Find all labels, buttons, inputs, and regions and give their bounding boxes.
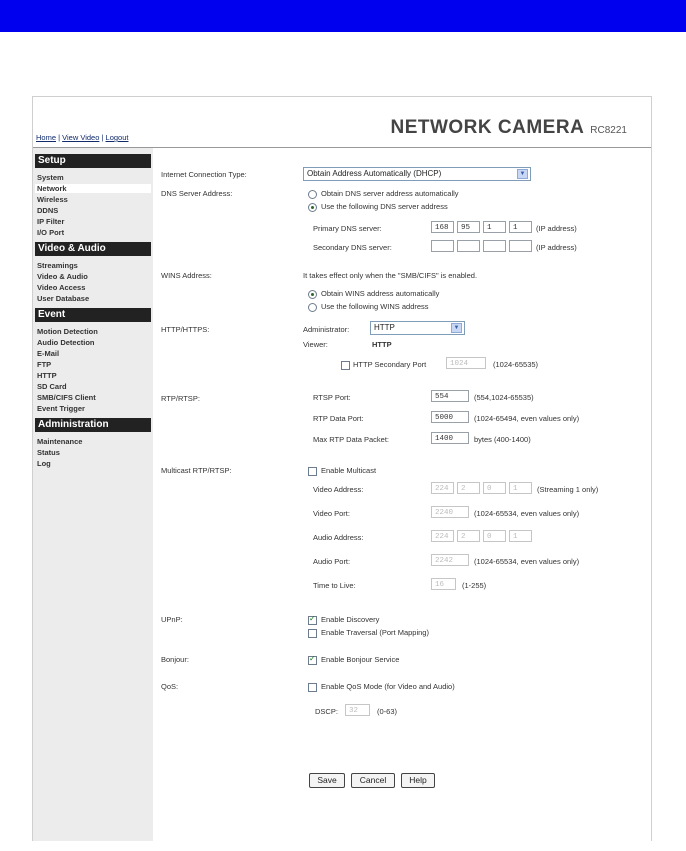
multicast-enable-checkbox[interactable] bbox=[308, 467, 317, 476]
sidebar-item-video-audio[interactable]: Video & Audio bbox=[37, 272, 88, 281]
http-secondary-label: HTTP Secondary Port bbox=[353, 360, 427, 369]
sidebar-item-ip-filter[interactable]: IP Filter bbox=[37, 217, 65, 226]
top-blue-bar bbox=[0, 0, 686, 32]
sidebar-item-ftp[interactable]: FTP bbox=[37, 360, 52, 369]
primary-dns-hint: (IP address) bbox=[536, 224, 577, 233]
sidebar-item-streamings[interactable]: Streamings bbox=[37, 261, 78, 270]
video-address-label: Video Address: bbox=[313, 485, 364, 494]
sidebar-item-sd-card[interactable]: SD Card bbox=[37, 382, 67, 391]
nav-separator: | bbox=[56, 133, 63, 142]
chevron-down-icon: ▼ bbox=[517, 169, 528, 179]
sidebar-item-motion-detection[interactable]: Motion Detection bbox=[37, 327, 98, 336]
rtp-data-port-hint: (1024-65494, even values only) bbox=[474, 414, 580, 423]
http-viewer-label: Viewer: bbox=[303, 340, 328, 349]
http-label: HTTP/HTTPS: bbox=[161, 325, 210, 334]
video-address-hint: (Streaming 1 only) bbox=[537, 485, 599, 494]
dns-manual-label: Use the following DNS server address bbox=[321, 202, 448, 211]
wins-manual-label: Use the following WINS address bbox=[321, 302, 429, 311]
http-secondary-port-input[interactable]: 1024 bbox=[446, 357, 486, 369]
video-address-octet-3[interactable]: 0 bbox=[483, 482, 506, 494]
secondary-dns-label: Secondary DNS server: bbox=[313, 243, 392, 252]
video-address-octet-4[interactable]: 1 bbox=[509, 482, 532, 494]
video-address-octet-2[interactable]: 2 bbox=[457, 482, 480, 494]
audio-address-octet-3[interactable]: 0 bbox=[483, 530, 506, 542]
sidebar-item-wireless[interactable]: Wireless bbox=[37, 195, 68, 204]
dscp-label: DSCP: bbox=[315, 707, 338, 716]
sidebar-item-system[interactable]: System bbox=[37, 173, 64, 182]
rtp-label: RTP/RTSP: bbox=[161, 394, 200, 403]
bonjour-checkbox[interactable] bbox=[308, 656, 317, 665]
rtp-data-port-label: RTP Data Port: bbox=[313, 414, 364, 423]
audio-address-octet-2[interactable]: 2 bbox=[457, 530, 480, 542]
logout-link[interactable]: Logout bbox=[105, 133, 129, 142]
primary-dns-octet-3[interactable]: 1 bbox=[483, 221, 506, 233]
upnp-label: UPnP: bbox=[161, 615, 183, 624]
http-admin-select[interactable] bbox=[370, 321, 465, 335]
sidebar-item-status[interactable]: Status bbox=[37, 448, 60, 457]
settings-panel bbox=[32, 96, 652, 841]
save-button[interactable]: Save bbox=[309, 773, 345, 788]
sidebar-item-email[interactable]: E-Mail bbox=[37, 349, 60, 358]
http-admin-label: Administrator: bbox=[303, 325, 350, 334]
upnp-traversal-checkbox[interactable] bbox=[308, 629, 317, 638]
cancel-button[interactable]: Cancel bbox=[351, 773, 395, 788]
dns-auto-label: Obtain DNS server address automatically bbox=[321, 189, 459, 198]
sidebar-item-maintenance[interactable]: Maintenance bbox=[37, 437, 83, 446]
upnp-discovery-label: Enable Discovery bbox=[321, 615, 380, 624]
audio-port-hint: (1024-65534, even values only) bbox=[474, 557, 580, 566]
sidebar-item-ddns[interactable]: DDNS bbox=[37, 206, 59, 215]
sidebar-item-event-trigger[interactable]: Event Trigger bbox=[37, 404, 85, 413]
sidebar-item-network[interactable]: Network bbox=[35, 184, 151, 193]
wins-auto-radio[interactable] bbox=[308, 290, 317, 299]
secondary-dns-hint: (IP address) bbox=[536, 243, 577, 252]
qos-enable-checkbox[interactable] bbox=[308, 683, 317, 692]
top-nav bbox=[36, 133, 128, 142]
dns-label: DNS Server Address: bbox=[161, 189, 233, 198]
primary-dns-octet-1[interactable]: 168 bbox=[431, 221, 454, 233]
secondary-dns-octet-4[interactable] bbox=[509, 240, 532, 252]
bonjour-label: Bonjour: bbox=[161, 655, 189, 664]
sidebar-section-setup: Setup bbox=[35, 154, 151, 168]
ttl-hint: (1-255) bbox=[462, 581, 487, 590]
product-title bbox=[390, 117, 627, 139]
upnp-traversal-label: Enable Traversal (Port Mapping) bbox=[321, 628, 429, 637]
http-admin-value: HTTP bbox=[374, 323, 395, 332]
audio-address-octet-1[interactable]: 224 bbox=[431, 530, 454, 542]
wins-label: WINS Address: bbox=[161, 271, 212, 280]
multicast-enable-label: Enable Multicast bbox=[321, 466, 377, 475]
model-number: RC8221 bbox=[590, 125, 627, 136]
sidebar-item-video-access[interactable]: Video Access bbox=[37, 283, 86, 292]
rtsp-port-input[interactable]: 554 bbox=[431, 390, 469, 402]
dscp-hint: (0-63) bbox=[377, 707, 398, 716]
secondary-dns-octet-2[interactable] bbox=[457, 240, 480, 252]
ttl-label: Time to Live: bbox=[313, 581, 356, 590]
primary-dns-octet-4[interactable]: 1 bbox=[509, 221, 532, 233]
sidebar-item-log[interactable]: Log bbox=[37, 459, 51, 468]
rtsp-port-hint: (554,1024-65535) bbox=[474, 393, 534, 402]
audio-address-octet-4[interactable]: 1 bbox=[509, 530, 532, 542]
sidebar-section-event: Event bbox=[35, 308, 151, 322]
ttl-input[interactable]: 16 bbox=[431, 578, 456, 590]
sidebar-item-smb-cifs-client[interactable]: SMB/CIFS Client bbox=[37, 393, 96, 402]
video-address-octet-1[interactable]: 224 bbox=[431, 482, 454, 494]
audio-port-input[interactable]: 2242 bbox=[431, 554, 469, 566]
view-video-link[interactable]: View Video bbox=[62, 133, 100, 142]
primary-dns-octet-2[interactable]: 95 bbox=[457, 221, 480, 233]
nav-separator: | bbox=[99, 133, 106, 142]
max-rtp-packet-hint: bytes (400-1400) bbox=[474, 435, 531, 444]
audio-port-label: Audio Port: bbox=[313, 557, 351, 566]
sidebar-section-administration: Administration bbox=[35, 418, 151, 432]
multicast-label: Multicast RTP/RTSP: bbox=[161, 466, 232, 475]
wins-note: It takes effect only when the "SMB/CIFS" is enabled. bbox=[303, 271, 478, 280]
upnp-discovery-checkbox[interactable] bbox=[308, 616, 317, 625]
wins-auto-label: Obtain WINS address automatically bbox=[321, 289, 440, 298]
http-viewer-value: HTTP bbox=[372, 340, 392, 349]
dns-auto-radio[interactable] bbox=[308, 190, 317, 199]
sidebar-item-user-database[interactable]: User Database bbox=[37, 294, 90, 303]
qos-label: QoS: bbox=[161, 682, 179, 691]
max-rtp-packet-input[interactable]: 1400 bbox=[431, 432, 469, 444]
conn-type-select[interactable] bbox=[303, 167, 531, 181]
dns-manual-radio[interactable] bbox=[308, 203, 317, 212]
chevron-down-icon: ▼ bbox=[451, 323, 462, 333]
help-button[interactable]: Help bbox=[401, 773, 435, 788]
sidebar bbox=[33, 148, 153, 841]
audio-address-label: Audio Address: bbox=[313, 533, 364, 542]
http-secondary-checkbox[interactable] bbox=[341, 361, 350, 370]
primary-dns-label: Primary DNS server: bbox=[313, 224, 382, 233]
http-secondary-hint: (1024-65535) bbox=[493, 360, 539, 369]
dscp-input[interactable]: 32 bbox=[345, 704, 370, 716]
rtp-data-port-input[interactable]: 5000 bbox=[431, 411, 469, 423]
video-port-label: Video Port: bbox=[313, 509, 350, 518]
sidebar-item-http[interactable]: HTTP bbox=[37, 371, 57, 380]
secondary-dns-octet-1[interactable] bbox=[431, 240, 454, 252]
product-name: NETWORK CAMERA bbox=[390, 117, 585, 138]
rtsp-port-label: RTSP Port: bbox=[313, 393, 351, 402]
sidebar-item-io-port[interactable]: I/O Port bbox=[37, 228, 65, 237]
conn-type-label: Internet Connection Type: bbox=[161, 170, 247, 179]
bonjour-service-label: Enable Bonjour Service bbox=[321, 655, 400, 664]
sidebar-item-audio-detection[interactable]: Audio Detection bbox=[37, 338, 95, 347]
conn-type-value: Obtain Address Automatically (DHCP) bbox=[307, 169, 442, 178]
wins-manual-radio[interactable] bbox=[308, 303, 317, 312]
max-rtp-packet-label: Max RTP Data Packet: bbox=[313, 435, 390, 444]
home-link[interactable]: Home bbox=[36, 133, 57, 142]
qos-enable-label: Enable QoS Mode (for Video and Audio) bbox=[321, 682, 455, 691]
secondary-dns-octet-3[interactable] bbox=[483, 240, 506, 252]
sidebar-section-video-audio: Video & Audio bbox=[35, 242, 151, 256]
video-port-input[interactable]: 2240 bbox=[431, 506, 469, 518]
video-port-hint: (1024-65534, even values only) bbox=[474, 509, 580, 518]
